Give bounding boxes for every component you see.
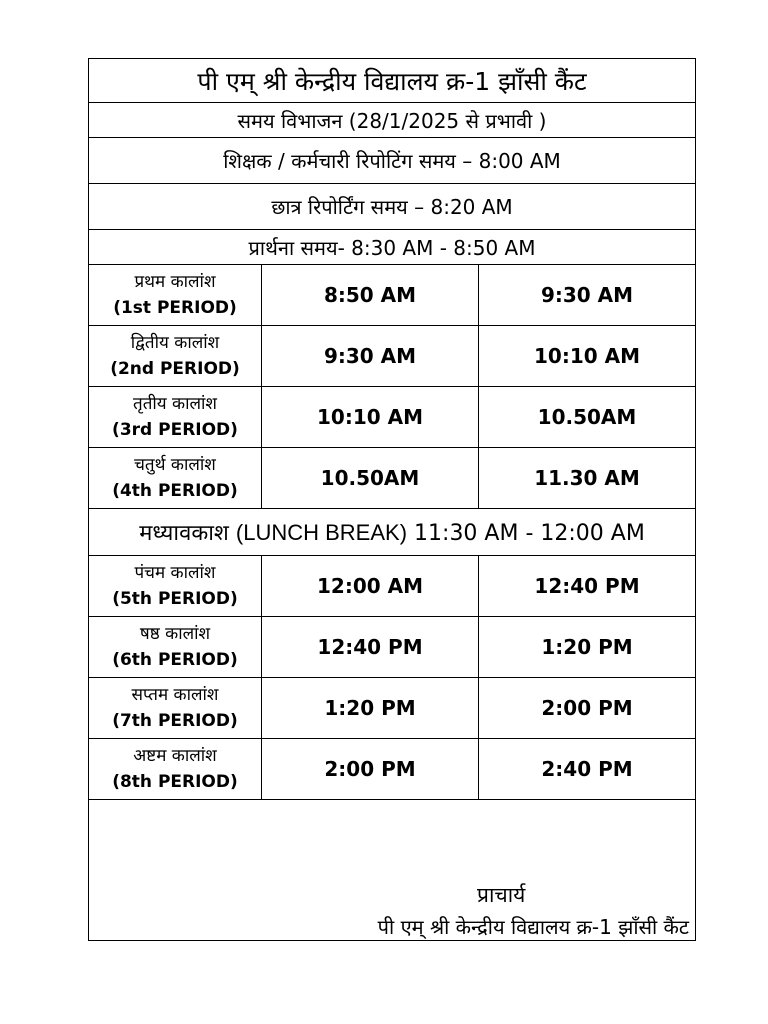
school-title: पी एम् श्री केन्द्रीय विद्यालय क्र-1 झाँसी कैंट	[89, 59, 696, 103]
period-name	[89, 265, 262, 326]
period-name-hindi: प्रथम कालांश	[134, 272, 216, 292]
table-row	[89, 448, 696, 509]
table-row	[89, 556, 696, 617]
lunch-break-row	[89, 509, 696, 556]
period-name-hindi: अष्टम कालांश	[133, 746, 217, 766]
period-end-time: 9:30 AM	[479, 265, 696, 326]
table-row	[89, 678, 696, 739]
period-name-english: (3rd PERIOD)	[112, 420, 238, 440]
period-end-time: 12:40 PM	[479, 556, 696, 617]
period-end-time: 10:10 AM	[479, 326, 696, 387]
prayer-time: प्रार्थना समय- 8:30 AM - 8:50 AM	[89, 230, 696, 265]
table-row	[89, 326, 696, 387]
period-start-time: 9:30 AM	[262, 326, 479, 387]
period-start-time: 2:00 PM	[262, 739, 479, 800]
period-end-time: 2:40 PM	[479, 739, 696, 800]
table-row	[89, 387, 696, 448]
table-row	[89, 739, 696, 800]
period-start-time: 12:40 PM	[262, 617, 479, 678]
period-name	[89, 387, 262, 448]
period-name-english: (1st PERIOD)	[113, 298, 237, 318]
period-end-time: 2:00 PM	[479, 678, 696, 739]
period-name	[89, 739, 262, 800]
period-start-time: 1:20 PM	[262, 678, 479, 739]
period-name-english: (5th PERIOD)	[112, 589, 238, 609]
period-name-hindi: पंचम कालांश	[134, 563, 216, 583]
timetable-sheet	[88, 58, 696, 941]
period-end-time: 11.30 AM	[479, 448, 696, 509]
period-name-english: (4th PERIOD)	[112, 481, 238, 501]
period-name-hindi: सप्तम कालांश	[131, 685, 219, 705]
period-name	[89, 448, 262, 509]
period-name	[89, 326, 262, 387]
period-name-hindi: द्वितीय कालांश	[130, 333, 220, 353]
period-name	[89, 678, 262, 739]
period-name-english: (6th PERIOD)	[112, 650, 238, 670]
period-name-hindi: षष्ठ कालांश	[139, 624, 211, 644]
table-row	[89, 265, 696, 326]
period-name-english: (2nd PERIOD)	[110, 359, 240, 379]
period-name	[89, 556, 262, 617]
period-end-time: 10.50AM	[479, 387, 696, 448]
lunch-break-time: 11:30 AM - 12:00 AM	[414, 521, 645, 546]
lunch-break-hindi: मध्यावकाश	[139, 520, 229, 545]
period-start-time: 8:50 AM	[262, 265, 479, 326]
staff-reporting-time: शिक्षक / कर्मचारी रिपोटिंग समय – 8:00 AM	[89, 138, 696, 184]
student-reporting-time: छात्र रिपोर्टिंग समय – 8:20 AM	[89, 184, 696, 230]
period-start-time: 12:00 AM	[262, 556, 479, 617]
timetable-heading: समय विभाजन (28/1/2025 से प्रभावी )	[89, 103, 696, 138]
period-name-english: (7th PERIOD)	[112, 711, 238, 731]
period-name-english: (8th PERIOD)	[112, 772, 238, 792]
period-end-time: 1:20 PM	[479, 617, 696, 678]
signature-block	[89, 809, 695, 942]
period-start-time: 10:10 AM	[262, 387, 479, 448]
period-name	[89, 617, 262, 678]
signature-school-name: पी एम् श्री केन्द्रीय विद्यालय क्र-1 झाँसी कैंट	[377, 915, 689, 939]
lunch-break-english: (LUNCH BREAK)	[235, 520, 408, 545]
timetable-table	[88, 58, 696, 800]
period-name-hindi: चतुर्थ कालांश	[134, 455, 216, 475]
table-row	[89, 617, 696, 678]
principal-label: प्राचार्य	[477, 883, 526, 907]
period-start-time: 10.50AM	[262, 448, 479, 509]
period-name-hindi: तृतीय कालांश	[133, 394, 217, 414]
